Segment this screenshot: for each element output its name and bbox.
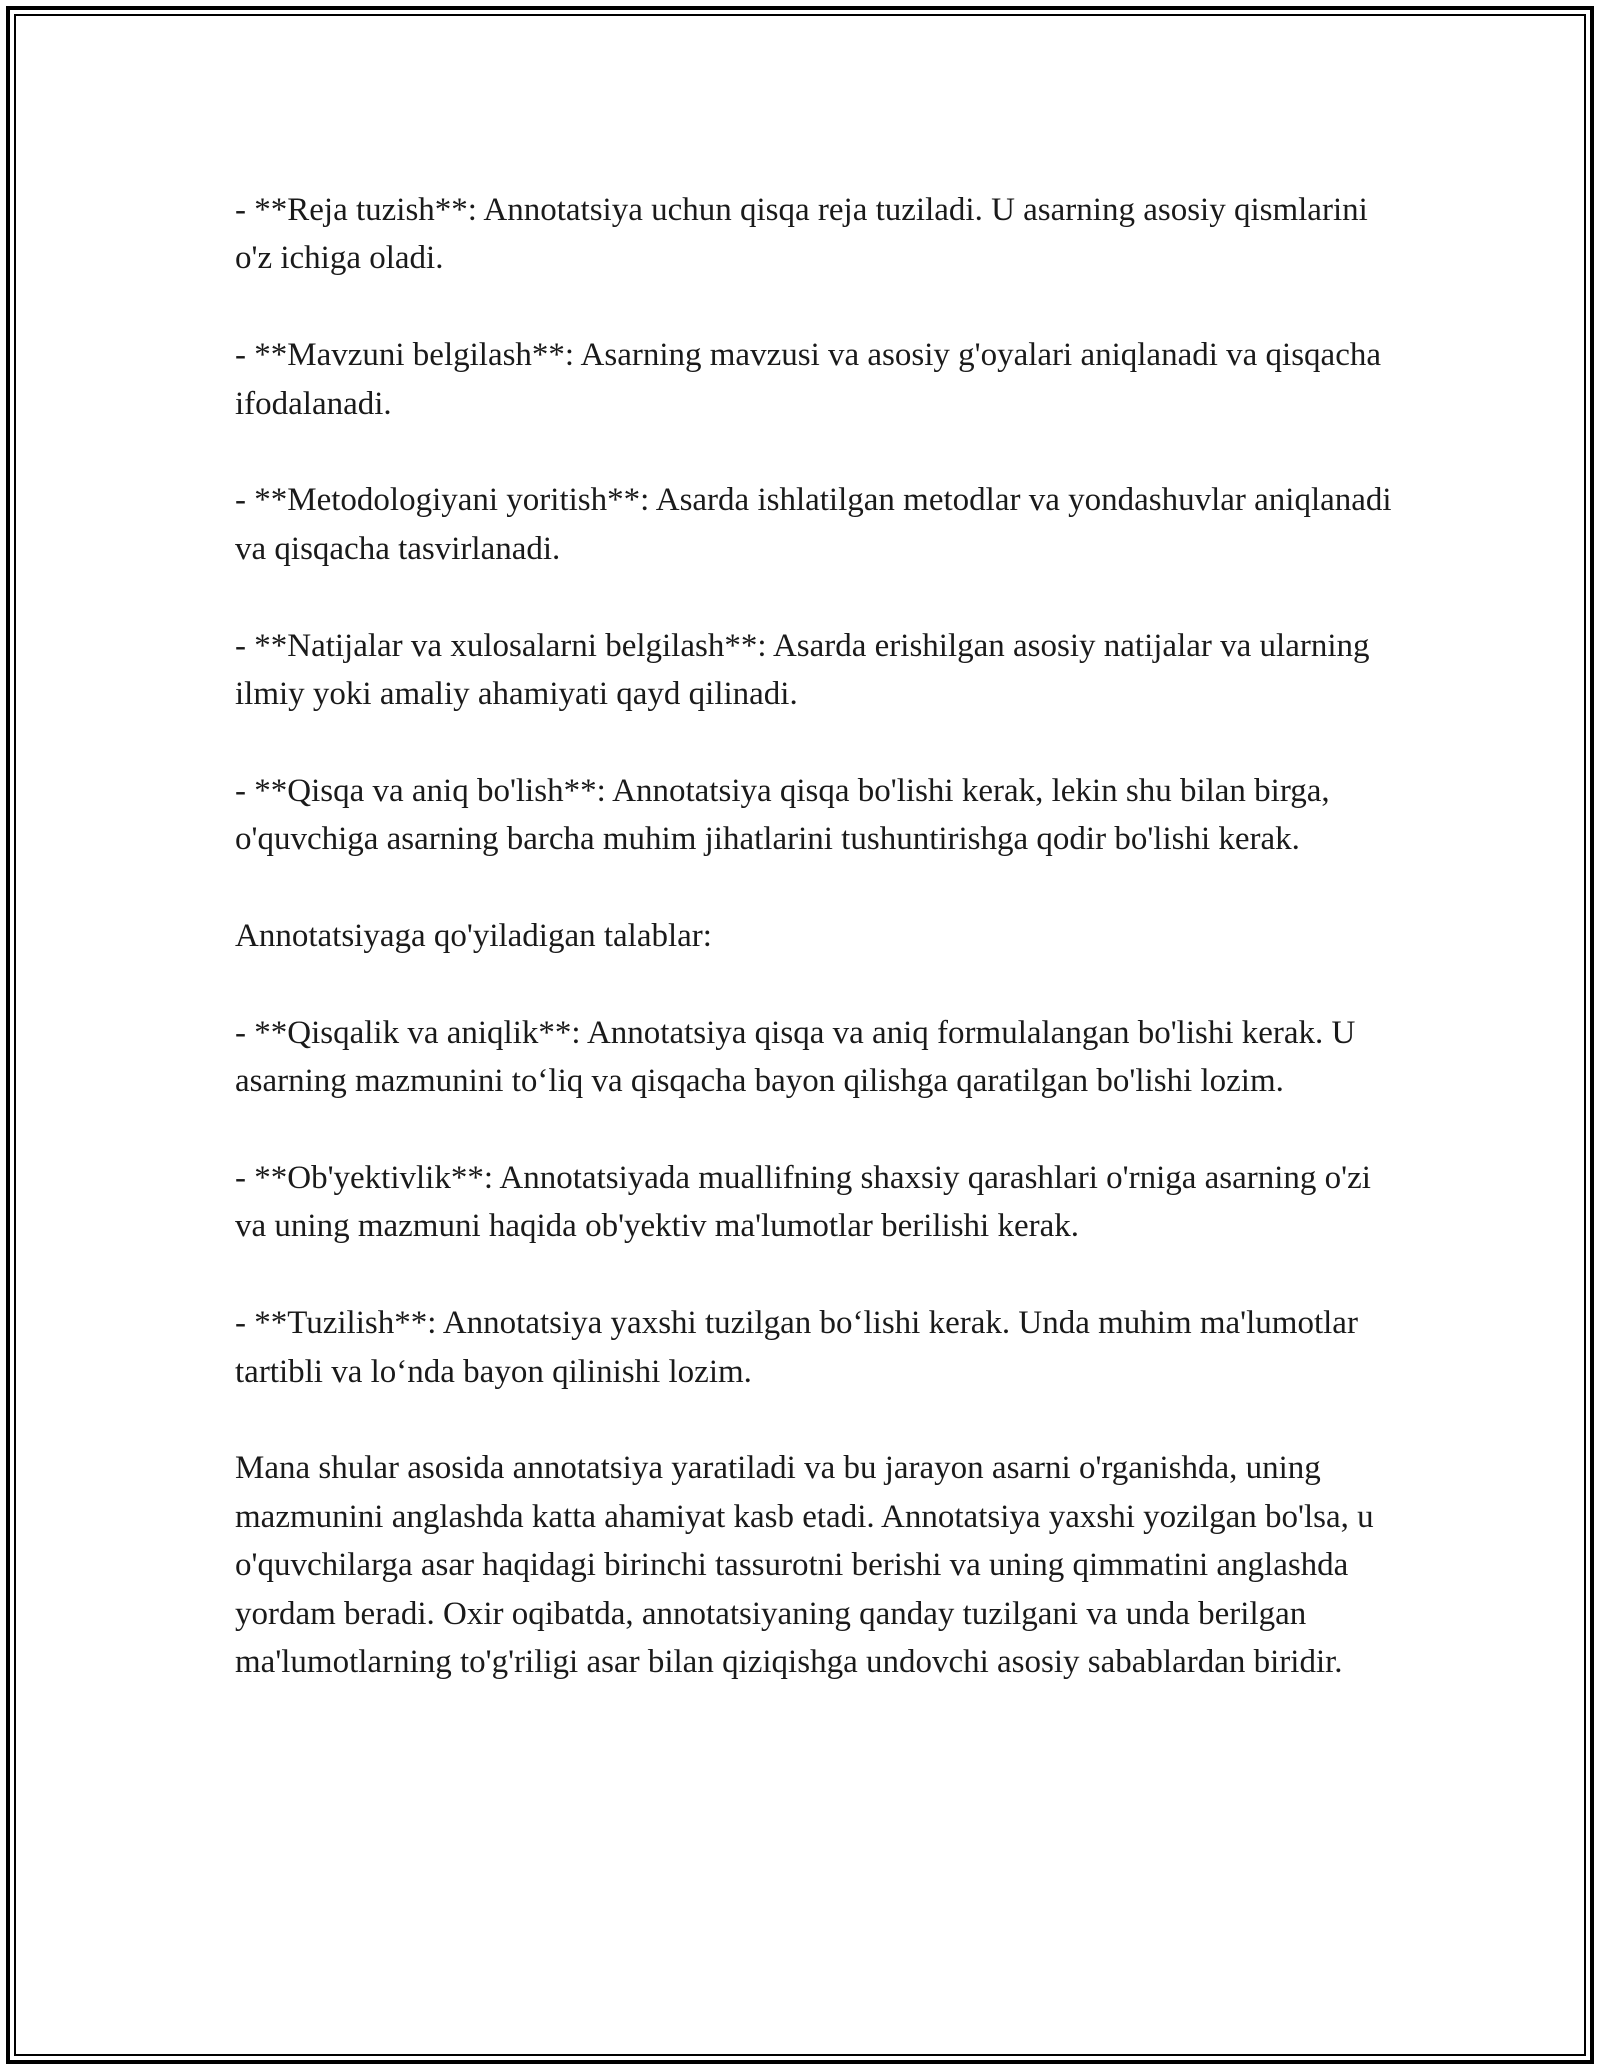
paragraph-mavzuni-belgilash: - **Mavzuni belgilash**: Asarning mavzusi va asosiy g'oyalari aniqlanadi va qisqacha ifodalanadi.	[235, 337, 1381, 422]
document-body	[235, 186, 1395, 1686]
section-heading-talablar: Annotatsiyaga qo'yiladigan talablar:	[235, 918, 712, 955]
paragraph-conclusion: Mana shular asosida annotatsiya yaratiladi va bu jarayon asarni o'rganishda, uning mazmunini anglashda katta ahamiyat kasb etadi. Annotatsiya yaxshi yozilgan bo'lsa, u o'quvchilarga asar haqidagi birinchi tassurotni berishi va uning qimmatini anglashda yordam beradi. Oxir oqibatda, annotatsiyaning qanday tuzilgani va unda berilgan ma'lumotlarning to'g'riligi asar bilan qiziqishga undovchi asosiy sabablardan biridir.	[235, 1450, 1374, 1681]
paragraph-qisqa-va-aniq: - **Qisqa va aniq bo'lish**: Annotatsiya qisqa bo'lishi kerak, lekin shu bilan birga, o'quvchiga asarning barcha muhim jihatlarini tushuntirishga qodir bo'lishi kerak.	[235, 772, 1330, 858]
paragraph-obyektivlik: - **Ob'yektivlik**: Annotatsiyada muallifning shaxsiy qarashlari o'rniga asarning o'zi va uning mazmuni haqida ob'yektiv ma'lumotlar berilishi kerak.	[235, 1160, 1371, 1245]
paragraph-tuzilish: - **Tuzilish**: Annotatsiya yaxshi tuzilgan bo‘lishi kerak. Unda muhim ma'lumotlar tartibli va lo‘nda bayon qilinishi lozim.	[235, 1305, 1358, 1390]
paragraph-qisqalik-va-aniqlik: - **Qisqalik va aniqlik**: Annotatsiya qisqa va aniq formulalangan bo'lishi kerak. U asarning mazmunini to‘liq va qisqacha bayon qilishga qaratilgan bo'lishi lozim.	[235, 1014, 1356, 1100]
paragraph-metodologiyani-yoritish: - **Metodologiyani yoritish**: Asarda ishlatilgan metodlar va yondashuvlar aniqlanadi va qisqacha tasvirlanadi.	[235, 482, 1392, 567]
paragraph-reja-tuzish: - **Reja tuzish**: Annotatsiya uchun qisqa reja tuziladi. U asarning asosiy qismlarini o'z ichiga oladi.	[235, 192, 1368, 277]
paragraph-natijalar-va-xulosalar: - **Natijalar va xulosalarni belgilash**: Asarda erishilgan asosiy natijalar va ularning ilmiy yoki amaliy ahamiyati qayd qilinadi.	[235, 627, 1370, 713]
